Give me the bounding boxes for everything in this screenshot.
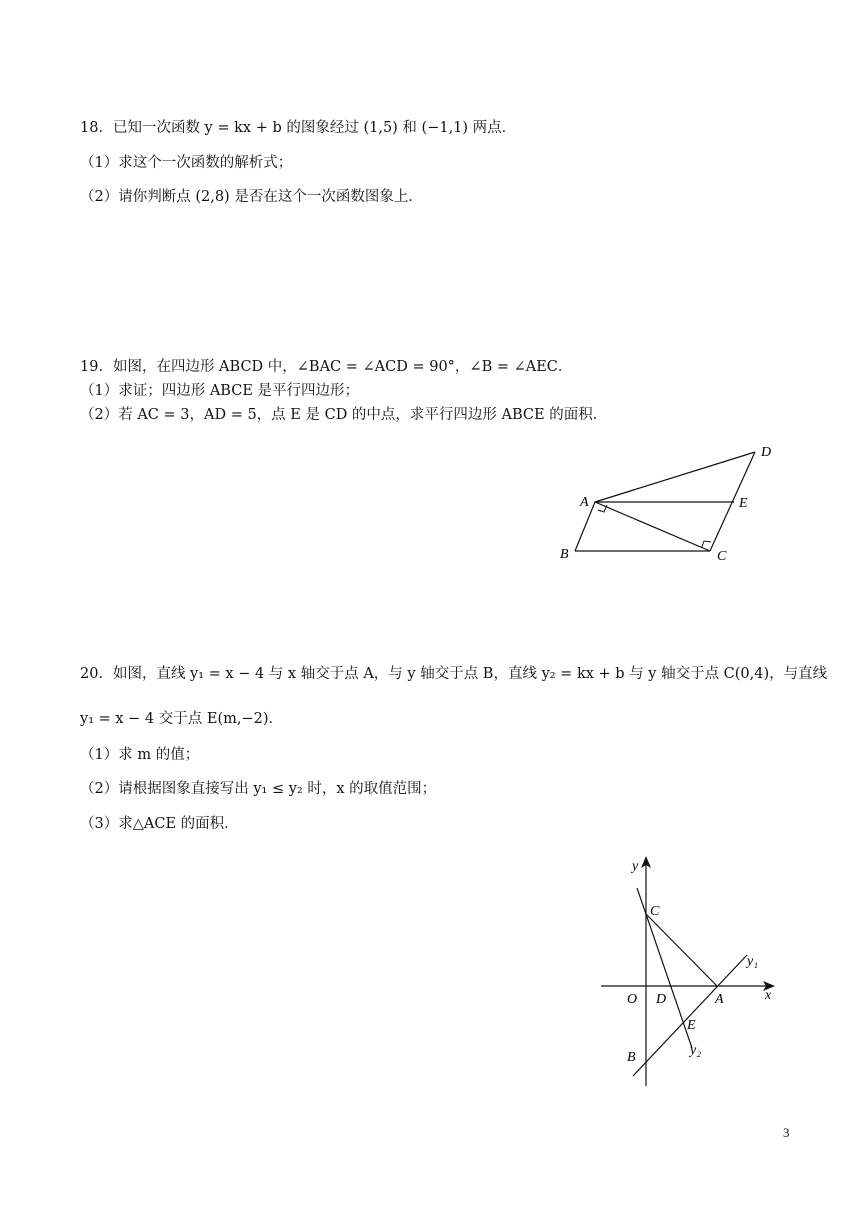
label-o: O [627, 992, 638, 1007]
label-a: A [715, 992, 724, 1007]
q20-figure [595, 850, 785, 1090]
label-c: C [717, 549, 727, 564]
right-angle-mark-c [702, 541, 711, 547]
axis-label-y: y [632, 859, 639, 874]
line-y2 [637, 888, 692, 1048]
label-d: D [656, 992, 667, 1007]
q20-line2: y₁ = x − 4 交于点 E(m,−2)． [80, 711, 283, 727]
label-e: E [739, 496, 748, 511]
label-e: E [687, 1018, 696, 1033]
label-a: A [580, 495, 589, 510]
q18-line2: （1）求这个一次函数的解析式； [80, 155, 293, 171]
label-b: B [627, 1050, 636, 1065]
q19-line3: （2）若 AC = 3，AD = 5，点 E 是 CD 的中点，求平行四边形 ABCE 的面积． [80, 407, 608, 423]
q18-line3: （2）请你判断点 (2,8) 是否在这个一次函数图象上． [80, 189, 423, 205]
q19-line2: （1）求证；四边形 ABCE 是平行四边形； [80, 383, 360, 399]
segment-ac [595, 502, 710, 551]
q20-line5: （3）求△ACE 的面积． [80, 816, 239, 832]
q19-line1: 19．如图，在四边形 ABCD 中，∠BAC = ∠ACD = 90°，∠B = ∠AEC． [80, 359, 573, 375]
label-c: C [650, 904, 660, 919]
q19-figure [555, 440, 785, 570]
label-b: B [560, 547, 569, 562]
label-y1: y₁ [747, 954, 759, 969]
q20-line3: （1）求 m 的值； [80, 747, 200, 763]
q18-line1: 18．已知一次函数 y = kx + b 的图象经过 (1,5) 和 (−1,1) 两点． [80, 120, 517, 136]
label-d: D [761, 445, 772, 460]
page-number: 3 [783, 1125, 790, 1140]
segment-ca [646, 914, 717, 986]
axis-label-x: x [765, 988, 772, 1003]
label-y2: y₂ [690, 1043, 702, 1058]
segment-ad [595, 452, 755, 502]
q20-line1: 20．如图，直线 y₁ = x − 4 与 x 轴交于点 A，与 y 轴交于点 B，直线 y₂ = kx + b 与 y 轴交于点 C(0,4)，与直线 [80, 666, 828, 682]
q20-line4: （2）请根据图象直接写出 y₁ ≤ y₂ 时，x 的取值范围； [80, 781, 437, 797]
